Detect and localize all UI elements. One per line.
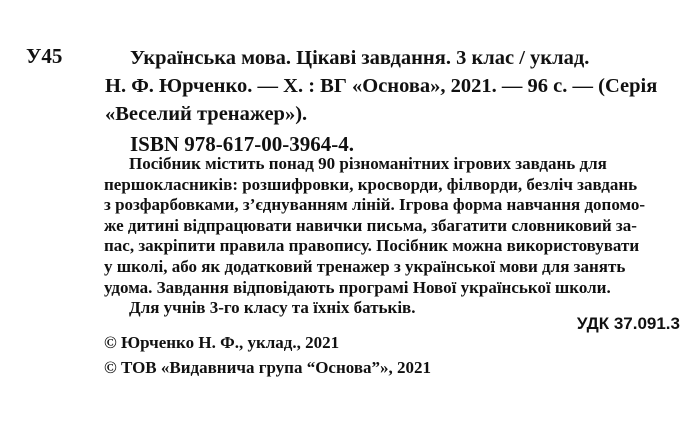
isbn: ISBN 978-617-00-3964-4.: [130, 132, 354, 156]
annotation-line: у школі, або як додатковий тренажер з української мови для занять: [104, 256, 626, 276]
bib-line-2: Н. Ф. Юрченко. — Х. : ВГ «Основа», 2021. — 96 с. — (Серія: [105, 75, 658, 97]
bibliographic-description: [105, 44, 678, 128]
audience-note: Для учнів 3-го класу та їхніх батьків.: [129, 298, 416, 318]
annotation-line: же дитині відпрацювати навички письма, збагатити словниковий за-: [104, 215, 637, 235]
classification-code: У45: [26, 44, 63, 68]
bib-line-3: «Веселий тренажер»).: [105, 103, 308, 125]
copyright-author: © Юрченко Н. Ф., уклад., 2021: [104, 333, 340, 352]
annotation-line: удома. Завдання відповідають програмі Нової української школи.: [104, 277, 611, 297]
annotation-line: Посібник містить понад 90 різноманітних ігрових завдань для: [129, 154, 607, 173]
annotation-line: з розфарбовками, з’єднуванням ліній. Ігрова форма навчання допомо-: [104, 195, 646, 215]
annotation: [104, 154, 682, 319]
annotation-line: першокласників: розшифровки, кросворди, філворди, безліч завдань: [104, 174, 638, 194]
bib-line-1: Українська мова. Цікаві завдання. 3 клас / уклад.: [130, 47, 590, 69]
udk-code: УДК 37.091.3: [576, 314, 680, 333]
annotation-line: пас, закріпити правила правопису. Посібник можна використовувати: [104, 236, 640, 256]
copyright-publisher: © ТОВ «Видавнича група “Основа”», 2021: [104, 358, 432, 377]
